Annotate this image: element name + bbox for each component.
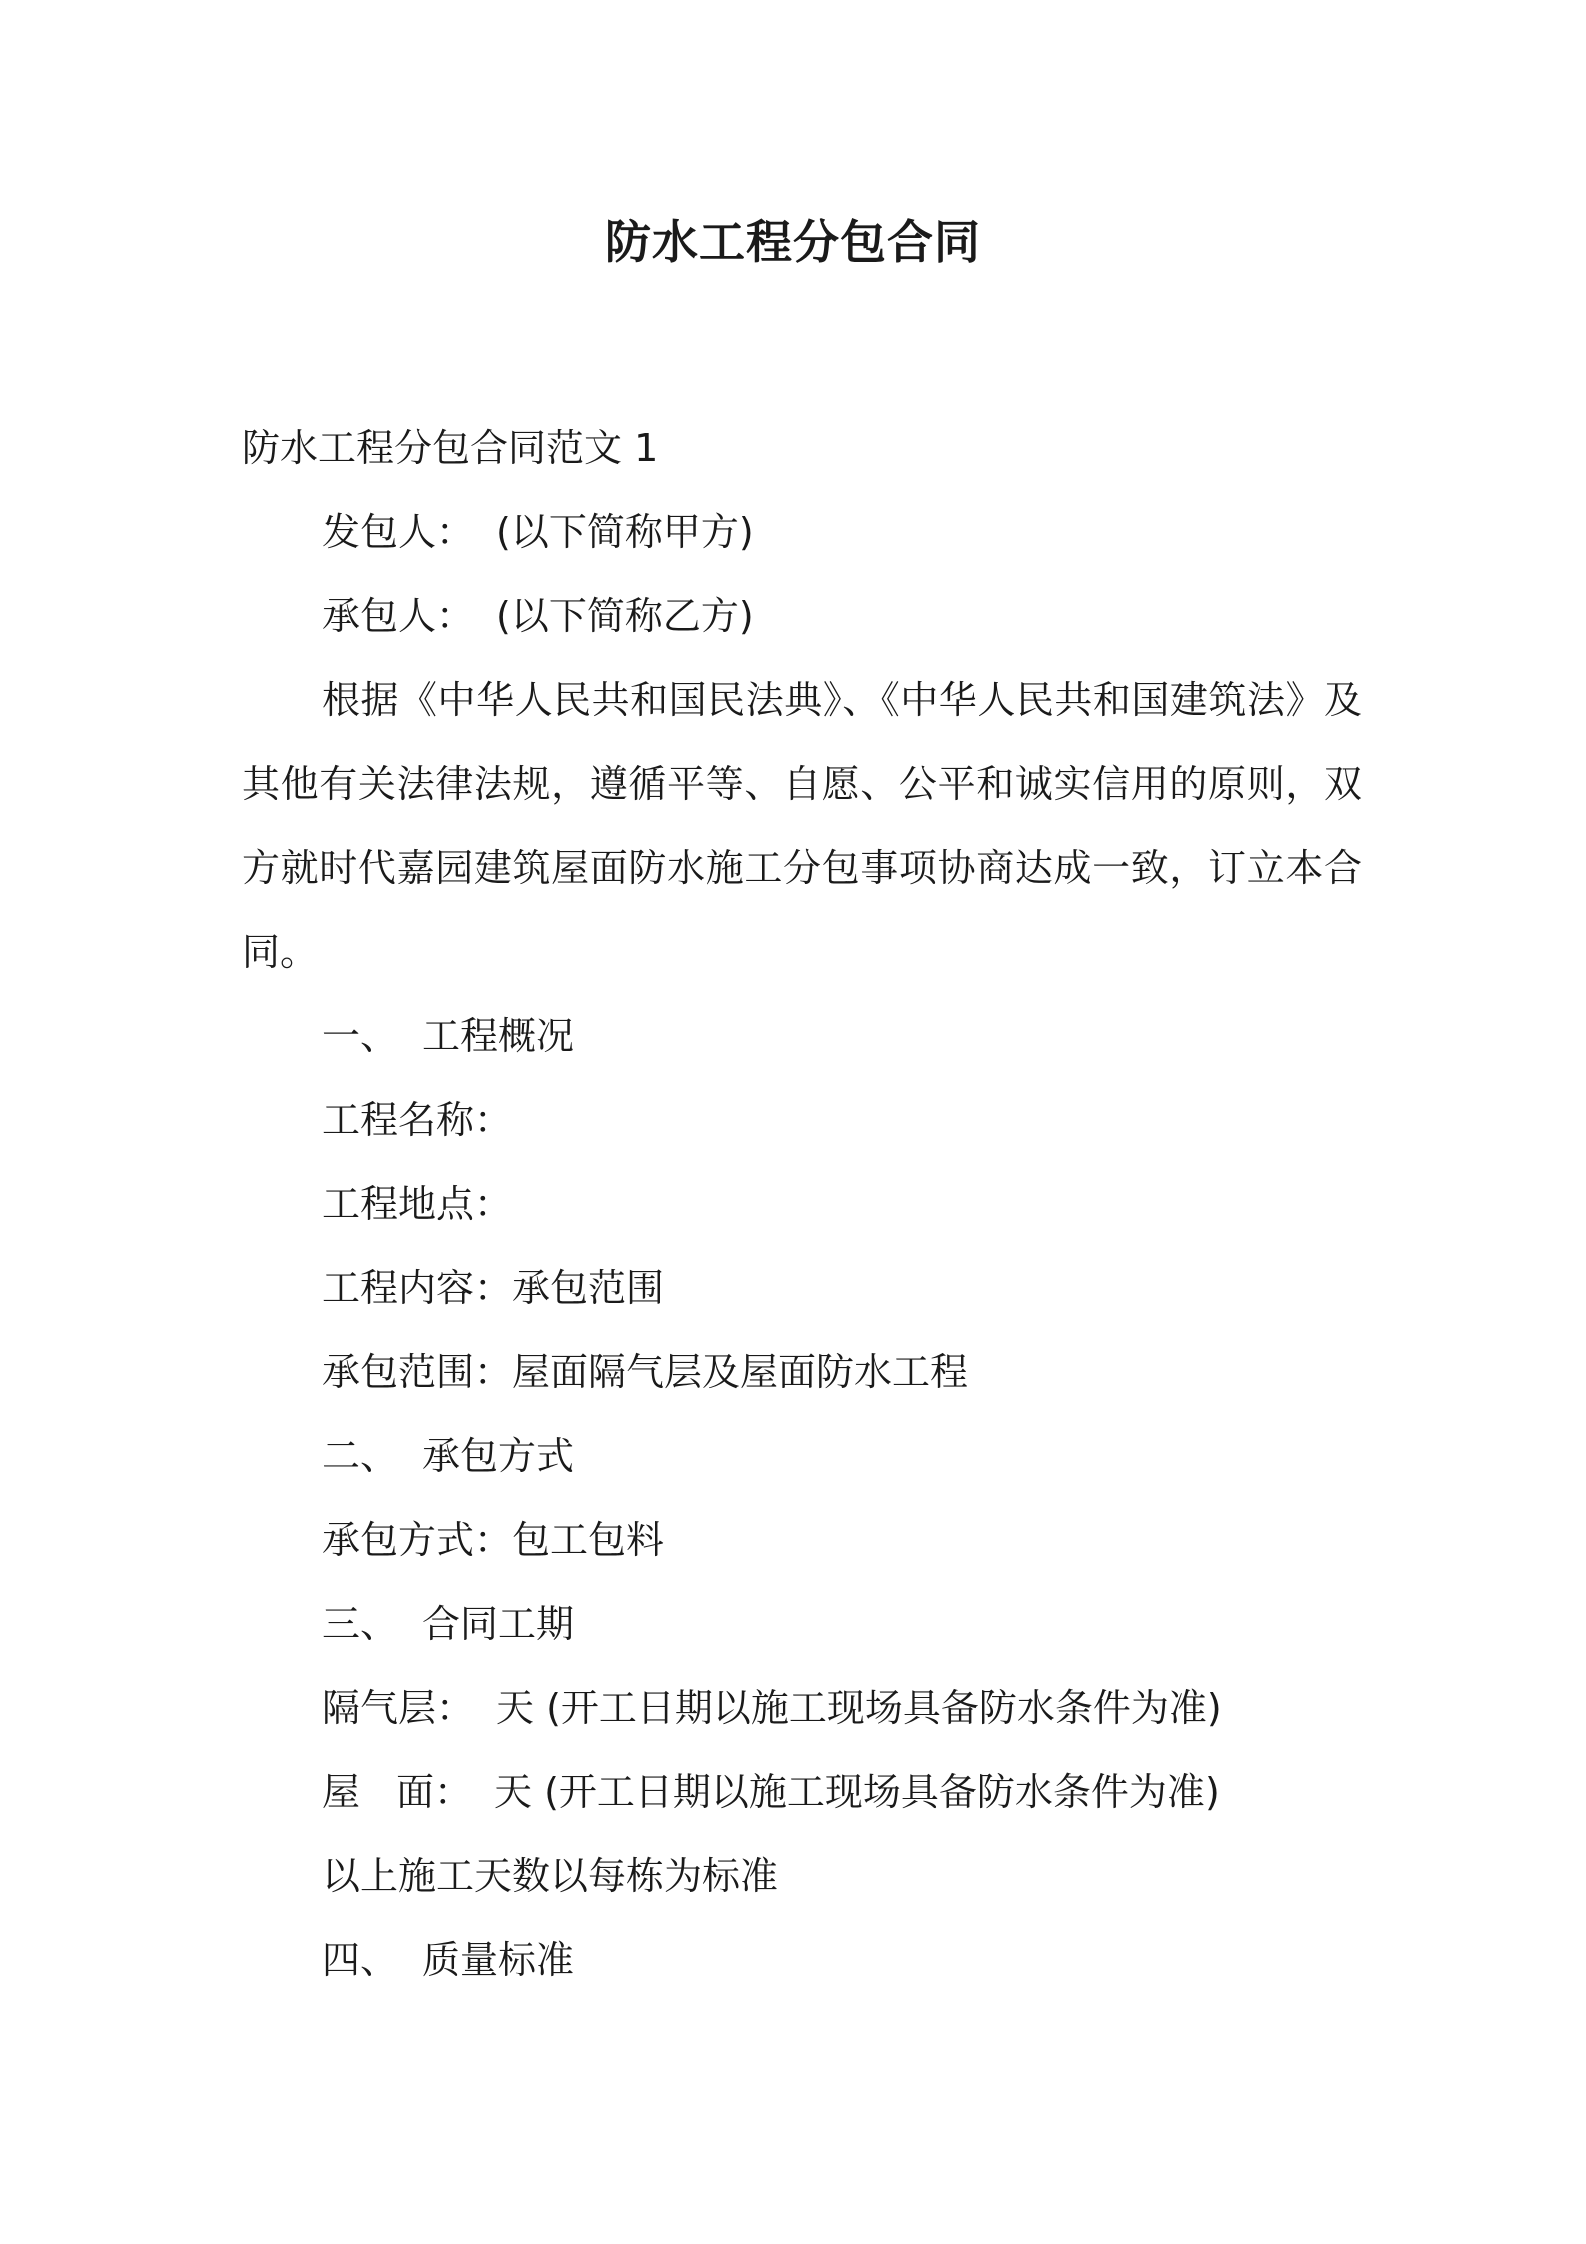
mode-value: 包工包料	[512, 1518, 665, 1562]
project-name-line: 工程名称：	[322, 1098, 513, 1142]
section-number: 三、	[322, 1602, 399, 1646]
document-body	[242, 406, 1362, 2002]
employer-label: 发包人：	[322, 510, 475, 554]
section-title: 合同工期	[422, 1602, 575, 1646]
project-content-line	[242, 1246, 1362, 1330]
vapor-label: 隔气层：	[322, 1686, 475, 1730]
roof-value: 天 (开工日期以施工现场具备防水条件为准)	[494, 1770, 1220, 1814]
days-note-line: 以上施工天数以每栋为标准	[322, 1854, 779, 1898]
preamble-paragraph: 根据《中华人民共和国民法典》、《中华人民共和国建筑法》及其他有关法律法规，遵循平等、自愿、公平和诚实信用的原则，双方就时代嘉园建筑屋面防水施工分包事项协商达成一致，订立本合同。	[242, 678, 1362, 974]
section-title: 质量标准	[422, 1938, 575, 1982]
section-number: 一、	[322, 1014, 399, 1058]
contractor-line	[242, 574, 1362, 658]
contractor-label: 承包人：	[322, 594, 475, 638]
contractor-note: (以下简称乙方)	[496, 594, 754, 638]
employer-line	[242, 490, 1362, 574]
vapor-layer-line	[242, 1666, 1362, 1750]
roof-label-first: 屋	[322, 1770, 361, 1814]
scope-label: 承包范围：	[322, 1350, 513, 1394]
employer-note: (以下简称甲方)	[496, 510, 754, 554]
section-number: 二、	[322, 1434, 399, 1478]
scope-value: 屋面隔气层及屋面防水工程	[512, 1350, 969, 1394]
project-content-label: 工程内容：	[322, 1266, 513, 1310]
document-title: 防水工程分包合同	[605, 215, 981, 269]
roof-line	[242, 1750, 1362, 1834]
section-heading-4	[242, 1918, 1362, 2002]
section-title: 工程概况	[422, 1014, 575, 1058]
vapor-value: 天 (开工日期以施工现场具备防水条件为准)	[496, 1686, 1222, 1730]
roof-label-second: 面：	[396, 1770, 473, 1814]
section-heading-2	[242, 1414, 1362, 1498]
section-heading-3	[242, 1582, 1362, 1666]
section-number: 四、	[322, 1938, 399, 1982]
project-site-line: 工程地点：	[322, 1182, 513, 1226]
mode-line	[242, 1498, 1362, 1582]
mode-label: 承包方式：	[322, 1518, 513, 1562]
section-heading-1	[242, 994, 1362, 1078]
scope-line	[242, 1330, 1362, 1414]
section-title: 承包方式	[422, 1434, 575, 1478]
project-content-value: 承包范围	[512, 1266, 665, 1310]
contract-subtitle: 防水工程分包合同范文 1	[242, 426, 659, 470]
